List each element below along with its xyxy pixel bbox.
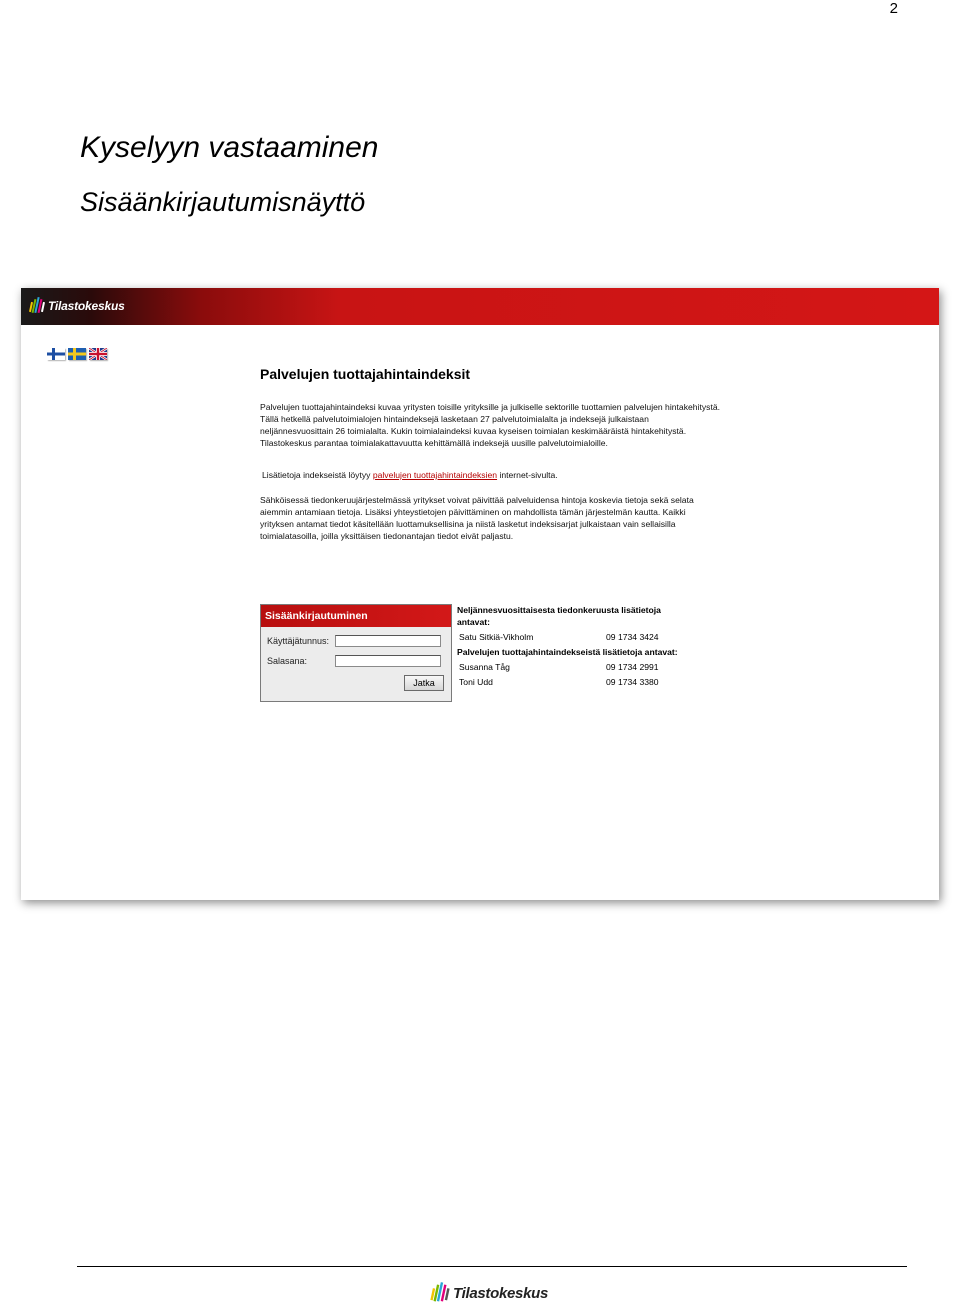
username-row [267, 635, 441, 647]
survey-contacts-heading: Neljännesvuosittaisesta tiedonkeruusta lisätietoja antavat: [457, 605, 661, 627]
language-selector [47, 348, 107, 360]
footer-logo [430, 1281, 548, 1305]
contact-row [457, 631, 687, 643]
contact-phone: 09 1734 2991 [606, 662, 659, 672]
password-input[interactable] [335, 655, 441, 667]
brand-name: Tilastokeskus [48, 299, 125, 313]
tilastokeskus-logo-icon [430, 1281, 450, 1305]
footer-brand-name: Tilastokeskus [453, 1284, 549, 1302]
swedish-flag-icon[interactable] [68, 348, 86, 360]
contact-phone: 09 1734 3380 [606, 677, 659, 687]
page-number: 2 [889, 0, 898, 17]
document-subtitle: Sisäänkirjautumisnäyttö [80, 187, 366, 217]
contact-row [457, 661, 687, 673]
contact-row [457, 676, 687, 688]
footer-divider [77, 1266, 907, 1267]
brand-logo[interactable] [29, 296, 125, 316]
tilastokeskus-logo-icon [29, 296, 45, 316]
contact-name: Susanna Tåg [459, 662, 510, 672]
page-heading: Palvelujen tuottajahintaindeksit [260, 366, 471, 382]
password-row [267, 655, 441, 667]
more-info-text [260, 469, 720, 481]
continue-button[interactable]: Jatka [404, 675, 444, 691]
login-panel [260, 604, 452, 702]
login-title: Sisäänkirjautuminen [261, 605, 451, 627]
document-title: Kyselyyn vastaaminen [80, 131, 379, 164]
system-description-text: Sähköisessä tiedonkeruujärjestelmässä yritykset voivat päivittää palveluidensa hintoja koskevia tietoja sekä selata aiemmin antamiaan tietoja. Lisäksi yhteystietojen päivittäminen on mahdollista tämän järjestelmän kautta. Kaikki yrityksen antamat tiedot käsitellään luottamuksellisina ja niistä lasketut indeksisarjat julkaistaan vain sellaisilla toimialatasoilla, joilla yksittäisen tiedonantajan tiedot eivät paljastu. [260, 495, 694, 541]
more-info-prefix: Lisätietoja indekseistä löytyy [262, 470, 373, 480]
intro-text: Palvelujen tuottajahintaindeksi kuvaa yritysten toisille yrityksille ja julkiselle sektorille tuottamien palvelujen hintakehitystä. Tällä hetkellä palvelutoimialojen hintaindeksejä lasketaan 27 palvelutoimialalta ja indeksejä julkaistaan neljännesvuosittain 26 toimialalta. Kukin toimialaindeksi kuvaa kyseisen toimialan keskimääräistä hintakehitystä. Tilastokeskus parantaa toimialakattavuutta kehittämällä indeksejä uusille palvelutoimialoille. [260, 402, 720, 448]
contact-name: Toni Udd [459, 677, 493, 687]
login-screen-screenshot [21, 288, 939, 900]
index-pages-link[interactable]: palvelujen tuottajahintaindeksien [372, 470, 498, 480]
password-label: Salasana: [267, 656, 308, 666]
main-content [260, 365, 720, 542]
username-input[interactable] [335, 635, 441, 647]
finnish-flag-icon[interactable] [47, 348, 65, 360]
more-info-suffix: internet-sivulta. [497, 470, 558, 480]
app-header [21, 288, 939, 325]
contact-phone: 09 1734 3424 [606, 632, 659, 642]
contact-info [457, 604, 687, 688]
uk-flag-icon[interactable] [89, 348, 107, 360]
index-contacts-heading: Palvelujen tuottajahintaindekseistä lisätietoja antavat: [457, 647, 678, 657]
username-label: Käyttäjätunnus: [267, 636, 330, 646]
contact-name: Satu Sitkiä-Vikholm [459, 632, 534, 642]
